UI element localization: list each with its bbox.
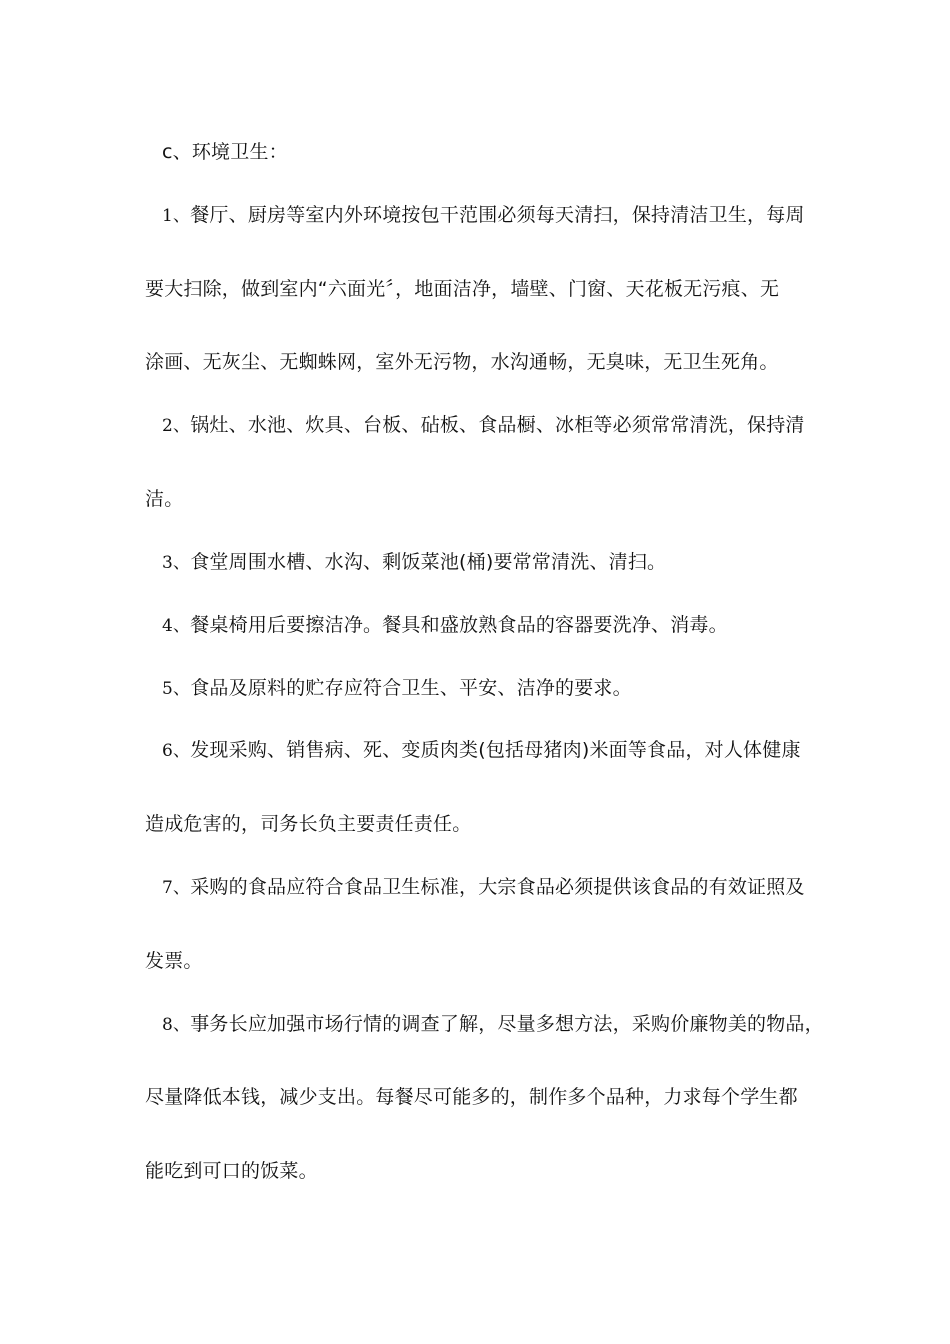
item-text: 采购的食品应符合食品卫生标准，大宗食品必须提供该食品的有效证照及 [190,876,805,898]
item-number: 8、 [162,1015,191,1035]
item-1-line-3: 涂画、无灰尘、无蜘蛛网，室外无污物，水沟通畅，无臭味，无卫生死角。 [145,351,779,373]
section-heading: c、环境卫生： [162,141,288,163]
item-number: 5、 [162,679,191,699]
item-text: 食品及原料的贮存应符合卫生、平安、洁净的要求。 [190,677,632,699]
item-text: 锅灶、水池、炊具、台板、砧板、食品橱、冰柜等必须常常清洗，保持清 [190,414,805,436]
item-8-line-3: 能吃到可口的饭菜。 [145,1160,318,1182]
item-2-line-1 [162,412,842,439]
item-4-line-1 [162,612,842,639]
item-8-line-1 [162,1011,842,1038]
item-5-line-1 [162,675,842,702]
item-number: 7、 [162,878,191,898]
item-number: 2、 [162,416,191,436]
item-7-line-1 [162,874,842,901]
item-text: 发现采购、销售病、死、变质肉类(包括母猪肉)米面等食品，对人体健康 [190,739,801,761]
item-3-line-1 [162,549,842,576]
item-1-line-1 [162,202,842,229]
item-number: 1、 [162,206,191,226]
item-8-line-2: 尽量降低本钱，减少支出。每餐尽可能多的，制作多个品种，力求每个学生都 [145,1086,798,1108]
item-text: 餐桌椅用后要擦洁净。餐具和盛放熟食品的容器要洗净、消毒。 [190,614,728,636]
item-6-line-1 [162,737,842,764]
item-number: 4、 [162,616,191,636]
item-text: 事务长应加强市场行情的调查了解，尽量多想方法，采购价廉物美的物品， [190,1013,824,1035]
item-1-line-2: 要大扫除，做到室内“六面光〞，地面洁净，墙壁、门窗、天花板无污痕、无 [145,278,780,300]
item-2-line-2: 洁。 [145,488,184,510]
item-text: 食堂周围水槽、水沟、剩饭菜池(桶)要常常清洗、清扫。 [190,551,667,573]
item-text: 餐厅、厨房等室内外环境按包干范围必须每天清扫，保持清洁卫生，每周 [190,204,805,226]
item-number: 6、 [162,741,191,761]
item-number: 3、 [162,553,191,573]
item-6-line-2: 造成危害的，司务长负主要责任责任。 [145,813,472,835]
item-7-line-2: 发票。 [145,950,203,972]
